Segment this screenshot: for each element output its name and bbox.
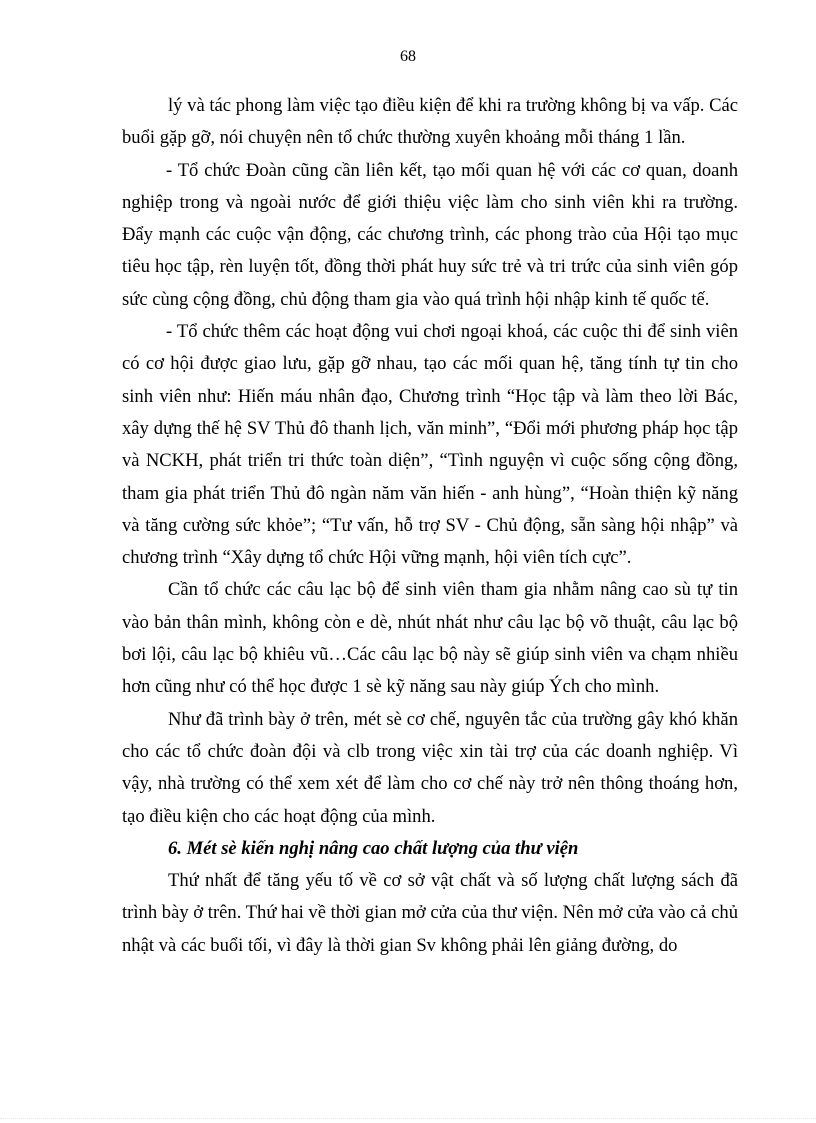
paragraph-4: Cần tổ chức các câu lạc bộ để sinh viên tham gia nhằm nâng cao sù tự tin vào bản thân mình, không còn e dè, nhút nhát như câu lạc bộ võ thuật, câu lạc bộ bơi lội, câu lạc bộ khiêu vũ…Các câu lạc bộ này sẽ giúp sinh viên va chạm nhiều hơn cũng như có thể học được 1 sè kỹ năng sau này giúp Ých cho mình. [122, 579, 738, 698]
section-heading: 6. Mét sè kiến nghị nâng cao chất lượng của thư viện [168, 837, 579, 859]
document-body [122, 90, 738, 962]
paragraph-1: lý và tác phong làm việc tạo điều kiện để khi ra trường không bị va vấp. Các buổi gặp gỡ, nói chuyện nên tổ chức thường xuyên khoảng mỗi tháng 1 lần. [122, 95, 738, 149]
paragraph-5: Như đã trình bày ở trên, mét sè cơ chế, nguyên tắc của trường gây khó khăn cho các tổ chức đoàn đội và clb trong việc xin tài trợ của các doanh nghiệp. Vì vậy, nhà trường có thể xem xét để làm cho cơ chế này trở nên thông thoáng hơn, tạo điều kiện cho các hoạt động của mình. [122, 708, 738, 827]
page-bottom-divider [0, 1118, 816, 1119]
paragraph-2: - Tổ chức Đoàn cũng cần liên kết, tạo mối quan hệ với các cơ quan, doanh nghiệp trong và ngoài nước để giới thiệu việc làm cho sinh viên khi ra trường. Đẩy mạnh các cuộc vận động, các chương trình, các phong trào của Hội tạo mục tiêu học tập, rèn luyện tốt, đồng thời phát huy sức trẻ và tri trức của sinh viên góp sức cùng cộng đồng, chủ động tham gia vào quá trình hội nhập kinh tế quốc tế. [122, 159, 738, 310]
paragraph-3: - Tổ chức thêm các hoạt động vui chơi ngoại khoá, các cuộc thi để sinh viên có cơ hội được giao lưu, gặp gỡ nhau, tạo các mối quan hệ, tăng tính tự tin cho sinh viên như: Hiến máu nhân đạo, Chương trình “Học tập và làm theo lời Bác, xây dựng thế hệ SV Thủ đô thanh lịch, văn minh”, “Đổi mới phương pháp học tập và NCKH, phát triển tri thức toàn diện”, “Tình nguyện vì cuộc sống cộng đồng, tham gia phát triển Thủ đô ngàn năm văn hiến - anh hùng”, “Hoàn thiện kỹ năng và tăng cường sức khỏe”; “Tư vấn, hỗ trợ SV - Chủ động, sẵn sàng hội nhập” và chương trình “Xây dựng tổ chức Hội vững mạnh, hội viên tích cực”. [122, 321, 738, 569]
page-number: 68 [400, 48, 416, 65]
paragraph-6: Thứ nhất để tăng yếu tố về cơ sở vật chất và số lượng chất lượng sách đã trình bày ở trên. Thứ hai về thời gian mở cửa của thư viện. Nên mở cửa vào cả chủ nhật và các buổi tối, vì đây là thời gian Sv không phải lên giảng đường, do [122, 870, 738, 956]
